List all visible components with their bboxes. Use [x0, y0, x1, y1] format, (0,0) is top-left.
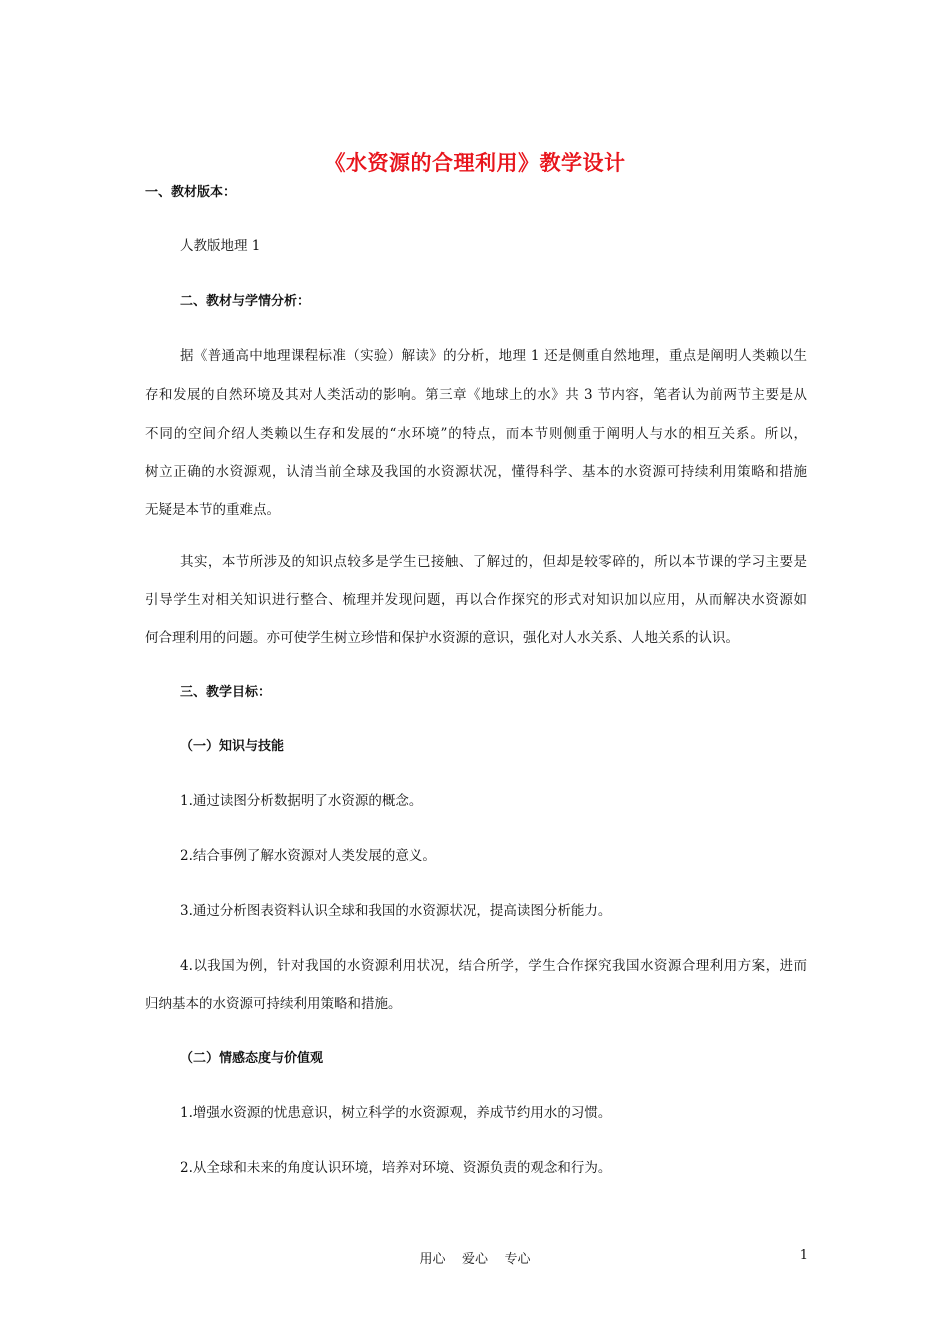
objective-item: 1.通过读图分析数据明了水资源的概念。 [180, 793, 423, 809]
analysis-para-1-line: 据《普通高中地理课程标准（实验）解读》的分析，地理 1 还是侧重自然地理，重点是阐明人类赖以生 [180, 348, 807, 364]
section-2-heading: 二、教材与学情分析： [180, 294, 311, 309]
objective-item: 2.从全球和未来的角度认识环境，培养对环境、资源负责的观念和行为。 [180, 1160, 612, 1176]
analysis-para-1-line: 无疑是本节的重难点。 [145, 502, 280, 518]
objective-item-continued: 归纳基本的水资源可持续利用策略和措施。 [145, 996, 402, 1012]
objective-item: 4.以我国为例，针对我国的水资源利用状况，结合所学，学生合作探究我国水资源合理利用方案，进而 [180, 958, 807, 974]
knowledge-skills-heading: （一）知识与技能 [180, 739, 285, 754]
attitude-values-heading: （二）情感态度与价值观 [180, 1051, 324, 1066]
analysis-para-2-line: 何合理利用的问题。亦可使学生树立珍惜和保护水资源的意识，强化对人水关系、人地关系的认识。 [145, 630, 739, 646]
section-1-heading: 一、教材版本： [145, 185, 237, 200]
document-title: 《水资源的合理利用》教学设计 [324, 150, 626, 175]
analysis-para-1-line: 存和发展的自然环境及其对人类活动的影响。第三章《地球上的水》共 3 节内容，笔者认为前两节主要是从 [145, 387, 807, 403]
textbook-version: 人教版地理 1 [180, 238, 261, 254]
objective-item: 1.增强水资源的忧患意识，树立科学的水资源观，养成节约用水的习惯。 [180, 1105, 612, 1121]
page-number: 1 [799, 1248, 808, 1263]
analysis-para-1-line: 树立正确的水资源观，认清当前全球及我国的水资源状况，懂得科学、基本的水资源可持续利用策略和措施 [145, 464, 807, 480]
section-3-heading: 三、教学目标： [180, 685, 272, 700]
objective-item: 2.结合事例了解水资源对人类发展的意义。 [180, 848, 436, 864]
analysis-para-1-line: 不同的空间介绍人类赖以生存和发展的“水环境”的特点，而本节则侧重于阐明人与水的相互关系。所以， [145, 426, 807, 442]
analysis-para-2-line: 其实，本节所涉及的知识点较多是学生已接触、了解过的，但却是较零碎的，所以本节课的学习主要是 [180, 554, 807, 570]
analysis-para-2-line: 引导学生对相关知识进行整合、梳理并发现问题，再以合作探究的形式对知识加以应用，从而解决水资源如 [145, 592, 807, 608]
objective-item: 3.通过分析图表资料认识全球和我国的水资源状况，提高读图分析能力。 [180, 903, 612, 919]
footer-motto: 用心 爱心 专心 [419, 1252, 531, 1267]
